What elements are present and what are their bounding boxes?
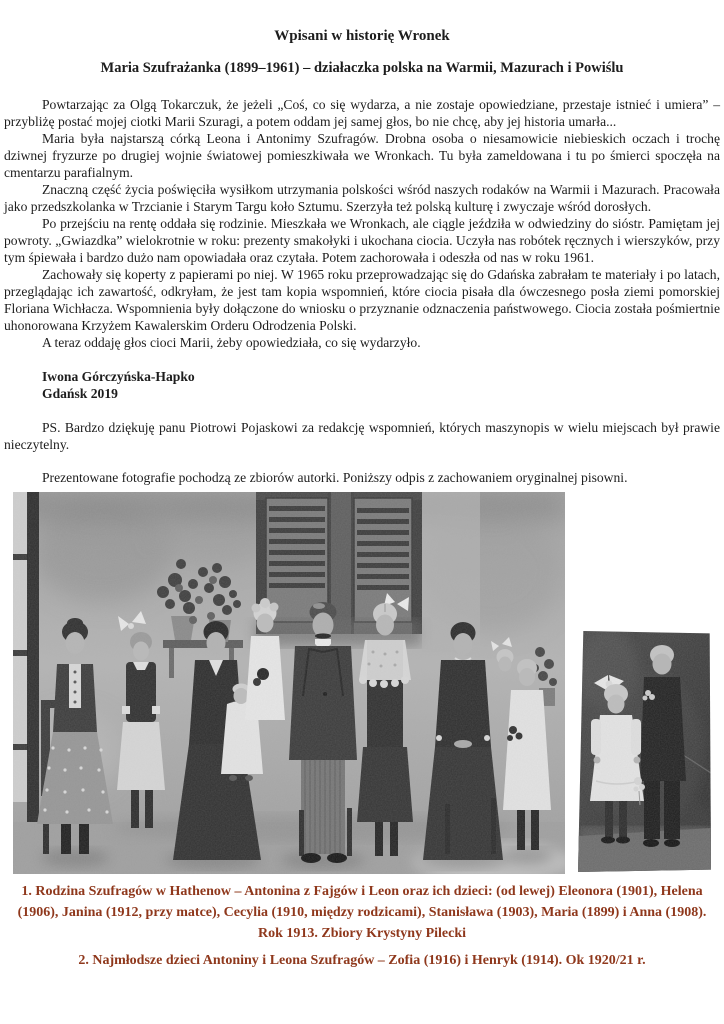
paragraph-intro: Powtarzając za Olgą Tokarczuk, że jeżeli „Coś, co się wydarza, a nie zostaje opowiedziane, przestaje istnieć i umiera” – przybliżę postać mojej ciotki Marii Szuragi, a potem oddam jej samej głos, bo nie chcę, aby jej historia umarła... [4, 97, 720, 129]
photo-caption-2: 2. Najmłodsze dzieci Antoniny i Leona Szufragów – Zofia (1916) i Henryk (1914). Ok 1920/21 r. [78, 953, 646, 968]
paragraph-handover: A teraz oddaję głos cioci Marii, żeby opowiedziała, co się wydarzyło. [42, 335, 421, 350]
photo-caption-1: 1. Rodzina Szufragów w Hathenow – Antonina z Fajgów i Leon oraz ich dzieci: (od lewej) Eleonora (1901), Helena (1906), Janina (1912, przy matce), Cecylia (1910, między rodzicami), Stanisława (1903), Maria (1899) i Anna (1908). Rok 1913. Zbiory Krystyny Pilecki [17, 884, 707, 941]
photos-note: Prezentowane fotografie pochodzą ze zbiorów autorki. Poniższy odpis z zachowaniem oryginalnej pisowni. [42, 470, 628, 485]
children-photo-graphic [578, 631, 711, 872]
page-title: Wpisani w historię Wronek [274, 28, 450, 44]
paragraph-family: Maria była najstarszą córką Leona i Antonimy Szufragów. Drobna osoba o niesamowicie niebieskich oczach i trochę dziwnej fryzurze po drugiej wojnie światowej pomieszkiwała we Wronkach. Tu była zameldowana i tu po śmierci spoczęła na cmentarzu parafialnym. [4, 131, 720, 180]
photos-row [4, 492, 720, 874]
family-portrait-photo-graphic [13, 492, 565, 874]
family-portrait-photo [13, 492, 565, 874]
author-signature [42, 368, 720, 402]
paragraph-envelopes: Zachowały się koperty z papierami po niej. W 1965 roku przeprowadzając się do Gdańska zabrałam te materiały i po latach, przeglądając ich zawartość, odkryłam, że jest tam kopia wspomnień, które ciocia pisała dla ówczesnego posła ziemi pomorskiej Floriana Wichłacza. Wspomnienia były dołączone do wniosku o przyznanie odznaczenia państwowego. Ciocia została pośmiertnie uhonorowana Krzyżem Kawalerskim Orderu Odrodzenia Polski. [4, 267, 720, 333]
children-photo [578, 631, 711, 872]
paragraph-retirement: Po przejściu na rentę oddała się rodzinie. Mieszkała we Wronkach, ale ciągle jeździła w odwiedziny do sióstr. Pamiętam jej powroty. „Gwiazdka” wielokrotnie w roku: prezenty smakołyki i ukochana ciocia. Uczyła nas robótek ręcznych i wierszyków, przy tym śpiewała i bardzo dużo nam opowiadała oraz czytała. Potem zachorowała i odeszła od nas w roku 1961. [4, 216, 720, 265]
paragraph-work: Znaczną część życia poświęciła wysiłkom utrzymania polskości wśród naszych rodaków na Warmii i Mazurach. Pracowała jako przedszkolanka w Trzcianie i Starym Targu koło Sztumu. Szerzyła też polską kulturę i zwyczaje wśród dorosłych. [4, 182, 720, 214]
postscript-paragraph: PS. Bardzo dziękuję panu Piotrowi Pojaskowi za redakcję wspomnień, których maszynopis w wielu miejscach był prawie nieczytelny. [4, 420, 720, 452]
article-subtitle: Maria Szufrażanka (1899–1961) – działaczka polska na Warmii, Mazurach i Powiślu [100, 60, 624, 76]
author-name: Iwona Górczyńska-Hapko [42, 369, 195, 384]
author-place-year: Gdańsk 2019 [42, 386, 118, 401]
